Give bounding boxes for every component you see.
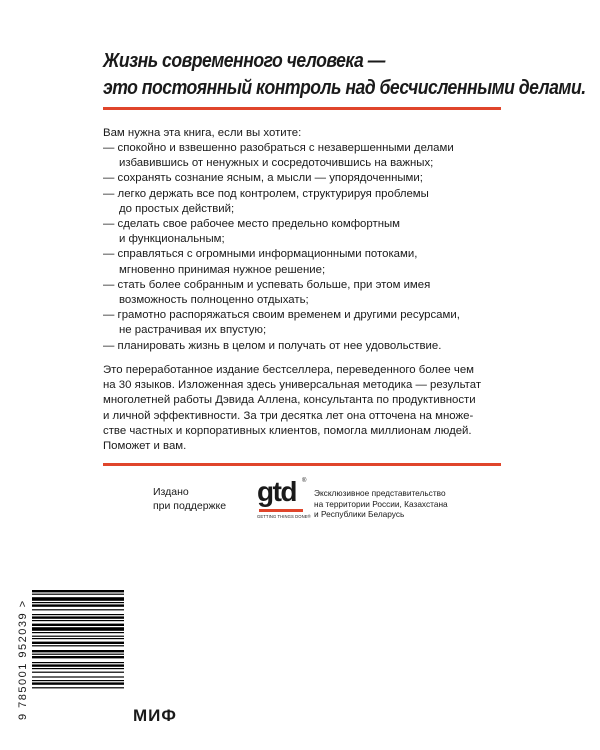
bottom-divider — [103, 463, 501, 466]
headline-line-2: это постоянный контроль над бесчисленными делами. — [103, 76, 586, 99]
barcode-bar — [32, 624, 124, 626]
list-item: до простых действий; — [119, 202, 235, 215]
barcode-bar — [32, 632, 124, 633]
barcode-bar — [32, 656, 124, 658]
barcode-bar — [32, 609, 124, 610]
barcode-bar — [32, 602, 124, 603]
representative-line-3: и Республики Беларусь — [314, 509, 405, 520]
barcode-bar — [32, 687, 124, 688]
barcode-bar — [32, 645, 124, 646]
list-item: возможность полноценно отдыхать; — [119, 294, 309, 307]
benefits-list — [103, 141, 460, 354]
barcode-bar — [32, 594, 124, 595]
barcode-bar — [32, 638, 124, 639]
list-item: — стать более собранным и успевать больше, при этом имея — [103, 278, 431, 291]
paragraph-line: многолетней работы Дэвида Аллена, консультанта по продуктивности — [103, 394, 476, 407]
barcode-bar — [32, 620, 124, 621]
list-item: — сделать свое рабочее место предельно комфортным — [103, 218, 401, 231]
gtd-tagline: GETTING THINGS DONE® — [257, 514, 311, 519]
paragraph-line: и личной эффективности. За три десятка лет она отточена на множе- — [103, 409, 474, 422]
barcode-bar — [32, 627, 124, 631]
publisher-logo: МИФ — [133, 706, 177, 725]
isbn-digits-text: 9 785001 952039 > — [17, 599, 29, 720]
headline — [103, 47, 586, 101]
barcode-bar — [32, 682, 124, 684]
description-paragraph — [103, 363, 481, 454]
representative-line-2: на территории России, Казахстана — [314, 498, 448, 509]
top-divider — [103, 107, 501, 110]
barcode-bar — [32, 590, 124, 592]
barcode-graphic — [32, 590, 124, 720]
list-item: — планировать жизнь в целом и получать от нее удовольствие. — [103, 339, 442, 352]
intro-text: Вам нужна эта книга, если вы хотите: — [103, 127, 302, 139]
representative-line-1: Эксклюзивное представительство — [314, 488, 446, 498]
barcode-bar — [32, 662, 124, 663]
representative-text — [314, 488, 448, 520]
list-item: — спокойно и взвешенно разобраться с незавершенными делами — [103, 142, 454, 154]
list-item: — легко держать все под контролем, структурируя проблемы — [103, 187, 429, 200]
list-item: избавившись от ненужных и сосредоточившись на важных; — [119, 157, 434, 170]
list-item: — справляться с огромными информационными потоками, — [103, 248, 418, 261]
barcode-bar — [32, 616, 124, 618]
gtd-registered-mark: ® — [302, 478, 307, 484]
gtd-logo-bar — [259, 509, 303, 512]
list-item: и функциональным; — [119, 233, 225, 246]
list-item: не растрачивая их впустую; — [119, 324, 267, 337]
barcode-bar — [32, 642, 124, 644]
paragraph-line: на 30 языков. Изложенная здесь универсальная методика — результат — [103, 379, 482, 392]
paragraph-line: Это переработанное издание бестселлера, переведенного более чем — [103, 364, 475, 376]
isbn-digits — [17, 590, 29, 720]
barcode-bar — [32, 650, 124, 652]
support-line-2: при поддержке — [153, 500, 227, 512]
gtd-logo-text: gtd — [257, 476, 297, 507]
paragraph-line: стве частных и корпоративных клиентов, помогла миллионам людей. — [103, 424, 472, 437]
paragraph-line: Поможет и вам. — [103, 440, 187, 453]
list-item: — грамотно распоряжаться своим временем и другими ресурсами, — [103, 309, 460, 322]
barcode-bar — [32, 654, 124, 655]
barcode-bar — [32, 668, 124, 669]
list-item: — сохранять сознание ясным, а мысли — упорядоченными; — [103, 172, 423, 185]
barcode-bar — [32, 672, 124, 673]
barcode-bar — [32, 597, 124, 601]
barcode-bar — [32, 636, 124, 637]
barcode-bar — [32, 604, 124, 606]
gtd-logo — [257, 476, 311, 530]
barcode-bar — [32, 680, 124, 681]
list-item: мгновенно принимая нужное решение; — [119, 263, 326, 276]
barcode-bar — [32, 676, 124, 677]
headline-line-1: Жизнь современного человека — — [103, 49, 385, 72]
barcode — [32, 590, 124, 720]
support-line-1: Издано — [153, 486, 189, 498]
barcode-bar — [32, 664, 124, 666]
support-label — [153, 485, 226, 513]
barcode-bar — [32, 614, 124, 615]
